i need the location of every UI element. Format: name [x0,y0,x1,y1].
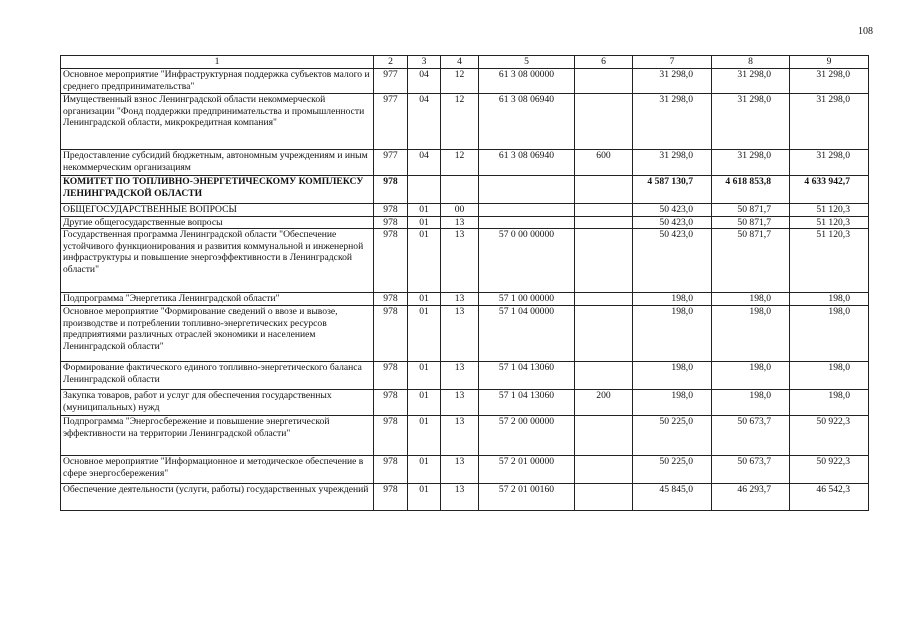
column-header: 5 [479,56,575,69]
amount-col8-cell: 198,0 [712,362,790,390]
subsection-code-cell: 00 [441,204,479,217]
target-article-cell [479,176,575,204]
amount-col8-cell: 198,0 [712,293,790,306]
section-code-cell: 01 [408,416,441,456]
amount-col9-cell: 31 298,0 [790,94,869,150]
amount-col8-cell: 31 298,0 [712,69,790,94]
row-name-cell: Другие общегосударственные вопросы [61,216,374,229]
ministry-code-cell: 977 [374,94,408,150]
row-name-cell: ОБЩЕГОСУДАРСТВЕННЫЕ ВОПРОСЫ [61,204,374,217]
expense-type-cell [575,306,633,362]
table-row [61,204,869,217]
section-code-cell: 01 [408,306,441,362]
amount-col9-cell: 198,0 [790,306,869,362]
subsection-code-cell: 13 [441,416,479,456]
table-row [61,94,869,150]
amount-col9-cell: 51 120,3 [790,229,869,293]
expense-type-cell [575,456,633,484]
ministry-code-cell: 978 [374,484,408,511]
target-article-cell [479,216,575,229]
column-header: 9 [790,56,869,69]
expense-type-cell [575,216,633,229]
column-header: 7 [633,56,712,69]
section-code-cell: 01 [408,484,441,511]
expense-type-cell [575,94,633,150]
ministry-code-cell: 978 [374,293,408,306]
target-article-cell: 61 3 08 06940 [479,150,575,176]
amount-col8-cell: 31 298,0 [712,150,790,176]
expense-type-cell [575,416,633,456]
amount-col7-cell: 50 225,0 [633,416,712,456]
expense-type-cell [575,69,633,94]
subsection-code-cell: 13 [441,456,479,484]
row-name-cell: Имущественный взнос Ленинградской области некоммерческой организации "Фонд поддержки предпринимательства и промышленности Ленинградской области, микрокредитная компания" [61,94,374,150]
column-header: 3 [408,56,441,69]
table-row [61,362,869,390]
subsection-code-cell [441,176,479,204]
table-row [61,484,869,511]
amount-col8-cell: 198,0 [712,306,790,362]
target-article-cell: 57 1 04 13060 [479,390,575,416]
amount-col9-cell: 198,0 [790,362,869,390]
amount-col7-cell: 198,0 [633,293,712,306]
row-name-cell: Подпрограмма "Энергетика Ленинградской области" [61,293,374,306]
amount-col7-cell: 45 845,0 [633,484,712,511]
section-code-cell: 04 [408,69,441,94]
column-header: 8 [712,56,790,69]
ministry-code-cell: 978 [374,362,408,390]
table-row [61,150,869,176]
subsection-code-cell: 12 [441,150,479,176]
subsection-code-cell: 13 [441,362,479,390]
ministry-code-cell: 977 [374,69,408,94]
subsection-code-cell: 12 [441,94,479,150]
table-row [61,390,869,416]
row-name-cell: Основное мероприятие "Инфраструктурная поддержка субъектов малого и среднего предпринимательства" [61,69,374,94]
amount-col7-cell: 50 423,0 [633,216,712,229]
expense-type-cell: 600 [575,150,633,176]
subsection-code-cell: 13 [441,306,479,362]
amount-col8-cell: 50 673,7 [712,456,790,484]
table-row [61,216,869,229]
expense-type-cell [575,176,633,204]
expense-type-cell [575,204,633,217]
column-header: 4 [441,56,479,69]
ministry-code-cell: 978 [374,306,408,362]
target-article-cell [479,204,575,217]
column-header: 2 [374,56,408,69]
amount-col9-cell: 46 542,3 [790,484,869,511]
section-code-cell: 01 [408,204,441,217]
section-code-cell [408,176,441,204]
expense-type-cell [575,229,633,293]
amount-col8-cell: 4 618 853,8 [712,176,790,204]
amount-col8-cell: 50 871,7 [712,229,790,293]
ministry-code-cell: 978 [374,176,408,204]
ministry-code-cell: 978 [374,216,408,229]
amount-col8-cell: 50 871,7 [712,204,790,217]
subsection-code-cell: 13 [441,390,479,416]
target-article-cell: 57 0 00 00000 [479,229,575,293]
amount-col9-cell: 51 120,3 [790,204,869,217]
table-row [61,69,869,94]
target-article-cell: 57 1 04 00000 [479,306,575,362]
column-number-header-row [61,56,869,69]
amount-col7-cell: 198,0 [633,362,712,390]
amount-col9-cell: 198,0 [790,293,869,306]
section-code-cell: 04 [408,150,441,176]
expense-type-cell [575,293,633,306]
amount-col9-cell: 31 298,0 [790,69,869,94]
amount-col9-cell: 4 633 942,7 [790,176,869,204]
amount-col9-cell: 50 922,3 [790,416,869,456]
table-row [61,416,869,456]
target-article-cell: 57 2 01 00000 [479,456,575,484]
section-code-cell: 01 [408,293,441,306]
budget-table [60,55,869,511]
table-row [61,306,869,362]
amount-col9-cell: 51 120,3 [790,216,869,229]
ministry-code-cell: 977 [374,150,408,176]
section-code-cell: 01 [408,390,441,416]
table-row [61,293,869,306]
amount-col9-cell: 31 298,0 [790,150,869,176]
row-name-cell: Государственная программа Ленинградской области "Обеспечение устойчивого функционирования и развития коммунальной и инженерной инфраструктуры и повышение энергоэффективности в Ленинградской области" [61,229,374,293]
amount-col7-cell: 31 298,0 [633,94,712,150]
table-row [61,176,869,204]
ministry-code-cell: 978 [374,416,408,456]
section-code-cell: 01 [408,456,441,484]
amount-col9-cell: 198,0 [790,390,869,416]
row-name-cell: Закупка товаров, работ и услуг для обеспечения государственных (муниципальных) нужд [61,390,374,416]
amount-col7-cell: 50 423,0 [633,204,712,217]
amount-col7-cell: 50 423,0 [633,229,712,293]
expense-type-cell [575,484,633,511]
expense-type-cell [575,362,633,390]
amount-col7-cell: 198,0 [633,390,712,416]
section-code-cell: 01 [408,229,441,293]
amount-col8-cell: 46 293,7 [712,484,790,511]
subsection-code-cell: 13 [441,229,479,293]
subsection-code-cell: 13 [441,484,479,511]
page-number: 108 [858,26,873,37]
target-article-cell: 61 3 08 06940 [479,94,575,150]
amount-col9-cell: 50 922,3 [790,456,869,484]
target-article-cell: 57 2 00 00000 [479,416,575,456]
row-name-cell: КОМИТЕТ ПО ТОПЛИВНО-ЭНЕРГЕТИЧЕСКОМУ КОМПЛЕКСУ ЛЕНИНГРАДСКОЙ ОБЛАСТИ [61,176,374,204]
section-code-cell: 04 [408,94,441,150]
subsection-code-cell: 13 [441,216,479,229]
row-name-cell: Предоставление субсидий бюджетным, автономным учреждениям и иным некоммерческим организациям [61,150,374,176]
amount-col8-cell: 50 673,7 [712,416,790,456]
subsection-code-cell: 13 [441,293,479,306]
row-name-cell: Основное мероприятие "Информационное и методическое обеспечение в сфере энергосбережения" [61,456,374,484]
target-article-cell: 57 2 01 00160 [479,484,575,511]
expense-type-cell: 200 [575,390,633,416]
amount-col7-cell: 31 298,0 [633,69,712,94]
row-name-cell: Подпрограмма "Энергосбережение и повышение энергетической эффективности на территории Ленинградской области" [61,416,374,456]
target-article-cell: 57 1 04 13060 [479,362,575,390]
table-row [61,456,869,484]
column-header: 6 [575,56,633,69]
section-code-cell: 01 [408,362,441,390]
ministry-code-cell: 978 [374,390,408,416]
ministry-code-cell: 978 [374,204,408,217]
table-row [61,229,869,293]
target-article-cell: 61 3 08 00000 [479,69,575,94]
section-code-cell: 01 [408,216,441,229]
amount-col8-cell: 198,0 [712,390,790,416]
column-header: 1 [61,56,374,69]
amount-col7-cell: 50 225,0 [633,456,712,484]
amount-col7-cell: 4 587 130,7 [633,176,712,204]
amount-col7-cell: 198,0 [633,306,712,362]
subsection-code-cell: 12 [441,69,479,94]
amount-col8-cell: 50 871,7 [712,216,790,229]
ministry-code-cell: 978 [374,456,408,484]
row-name-cell: Обеспечение деятельности (услуги, работы) государственных учреждений [61,484,374,511]
ministry-code-cell: 978 [374,229,408,293]
amount-col8-cell: 31 298,0 [712,94,790,150]
row-name-cell: Основное мероприятие "Формирование сведений о ввозе и вывозе, производстве и потреблении топливно-энергетических ресурсов предприятиями различных отраслей экономики и населением Ленинградской области" [61,306,374,362]
target-article-cell: 57 1 00 00000 [479,293,575,306]
row-name-cell: Формирование фактического единого топливно-энергетического баланса Ленинградской области [61,362,374,390]
amount-col7-cell: 31 298,0 [633,150,712,176]
